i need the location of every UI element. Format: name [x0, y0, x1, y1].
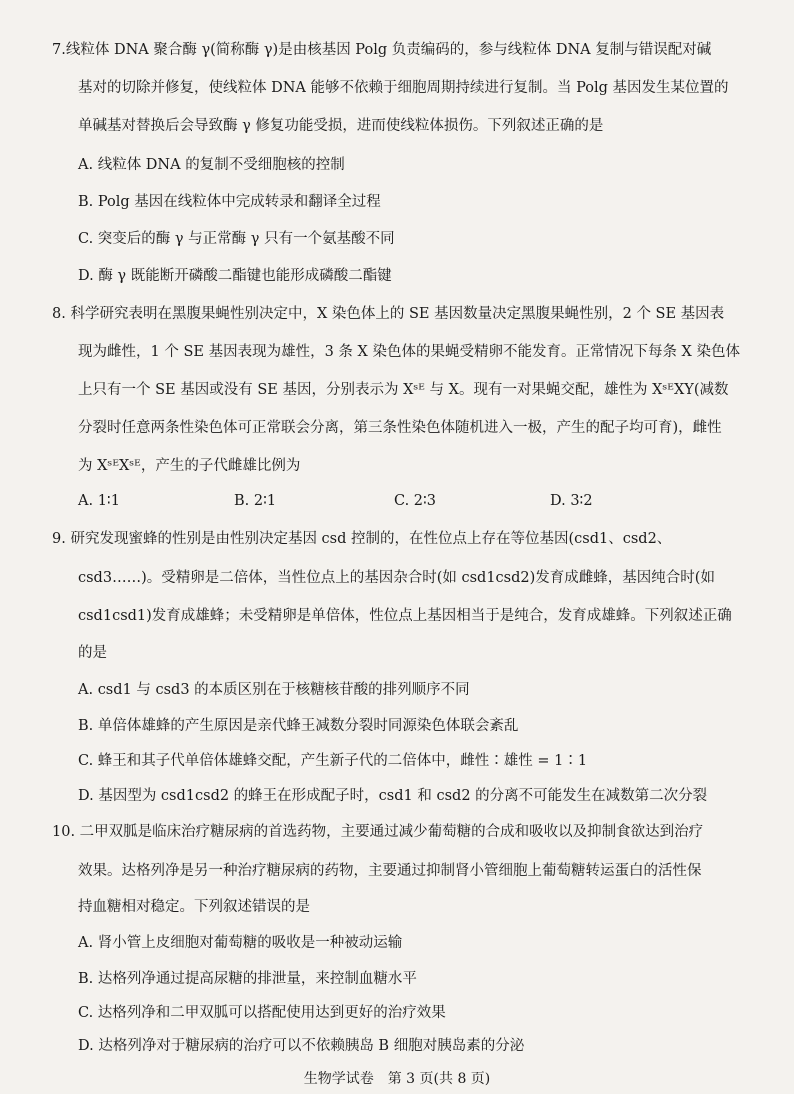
q10-option-b: B. 达格列净通过提高尿糖的排泄量，来控制血糖水平	[78, 971, 417, 987]
q9-stem-line-2: csd3……)。受精卵是二倍体，当性位点上的基因杂合时(如 csd1csd2)发育成雌蜂，基因纯合时(如	[78, 570, 715, 586]
q9-stem-line-1: 9. 研究发现蜜蜂的性别是由性别决定基因 csd 控制的，在性位点上存在等位基因(csd1、csd2、	[52, 531, 672, 547]
q7-option-a: A. 线粒体 DNA 的复制不受细胞核的控制	[78, 157, 345, 173]
q8-option-d: D. 3∶2	[550, 493, 593, 509]
q7-option-b: B. Polg 基因在线粒体中完成转录和翻译全过程	[78, 194, 381, 210]
q8-stem-line-2: 现为雌性，1 个 SE 基因表现为雄性，3 条 X 染色体的果蝇受精卵不能发育。正常情况下每条 X 染色体	[78, 344, 740, 360]
q10-stem-line-2: 效果。达格列净是另一种治疗糖尿病的药物，主要通过抑制肾小管细胞上葡萄糖转运蛋白的活性保	[78, 863, 702, 879]
q9-stem-line-4: 的是	[78, 645, 107, 661]
q8-stem-line-3: 上只有一个 SE 基因或没有 SE 基因，分别表示为 Xˢᴱ 与 X。现有一对果蝇交配，雄性为 XˢᴱXY(减数	[78, 382, 729, 398]
q8-stem-line-4: 分裂时任意两条性染色体可正常联会分离，第三条性染色体随机进入一极，产生的配子均可育)，雌性	[78, 420, 722, 436]
q8-option-c: C. 2∶3	[394, 493, 437, 509]
q7-stem-line-1: 7.线粒体 DNA 聚合酶 γ(简称酶 γ)是由核基因 Polg 负责编码的，参与线粒体 DNA 复制与错误配对碱	[52, 42, 712, 58]
q7-stem-line-2: 基对的切除并修复，使线粒体 DNA 能够不依赖于细胞周期持续进行复制。当 Polg 基因发生某位置的	[78, 80, 729, 96]
q9-option-c: C. 蜂王和其子代单倍体雄蜂交配，产生新子代的二倍体中，雌性∶雄性 = 1∶1	[78, 753, 588, 769]
q9-option-d: D. 基因型为 csd1csd2 的蜂王在形成配子时，csd1 和 csd2 的分离不可能发生在减数第二次分裂	[78, 788, 708, 804]
q7-option-d: D. 酶 γ 既能断开磷酸二酯键也能形成磷酸二酯键	[78, 268, 392, 284]
page-footer: 生物学试卷 第 3 页(共 8 页)	[303, 1071, 491, 1087]
q10-option-c: C. 达格列净和二甲双胍可以搭配使用达到更好的治疗效果	[78, 1005, 446, 1021]
q8-stem-line-5: 为 XˢᴱXˢᴱ，产生的子代雌雄比例为	[78, 458, 301, 474]
q9-option-b: B. 单倍体雄蜂的产生原因是亲代蜂王减数分裂时同源染色体联会紊乱	[78, 718, 519, 734]
q8-stem-line-1: 8. 科学研究表明在黑腹果蝇性别决定中，X 染色体上的 SE 基因数量决定黑腹果蝇性别，2 个 SE 基因表	[52, 306, 725, 322]
q8-option-b: B. 2∶1	[234, 493, 277, 509]
q7-option-c: C. 突变后的酶 γ 与正常酶 γ 只有一个氨基酸不同	[78, 231, 395, 247]
q9-stem-line-3: csd1csd1)发育成雄蜂；未受精卵是单倍体，性位点上基因相当于是纯合，发育成雄蜂。下列叙述正确	[78, 608, 732, 624]
q8-options-row	[78, 491, 728, 511]
q9-option-a: A. csd1 与 csd3 的本质区别在于核糖核苷酸的排列顺序不同	[78, 682, 470, 698]
q10-stem-line-3: 持血糖相对稳定。下列叙述错误的是	[78, 899, 310, 915]
q8-option-a: A. 1∶1	[78, 493, 120, 509]
q10-stem-line-1: 10. 二甲双胍是临床治疗糖尿病的首选药物，主要通过减少葡萄糖的合成和吸收以及抑制食欲达到治疗	[52, 824, 704, 840]
q7-stem-line-3: 单碱基对替换后会导致酶 γ 修复功能受损，进而使线粒体损伤。下列叙述正确的是	[78, 118, 604, 134]
q10-option-a: A. 肾小管上皮细胞对葡萄糖的吸收是一种被动运输	[78, 935, 403, 951]
q10-option-d: D. 达格列净对于糖尿病的治疗可以不依赖胰岛 B 细胞对胰岛素的分泌	[78, 1038, 525, 1054]
